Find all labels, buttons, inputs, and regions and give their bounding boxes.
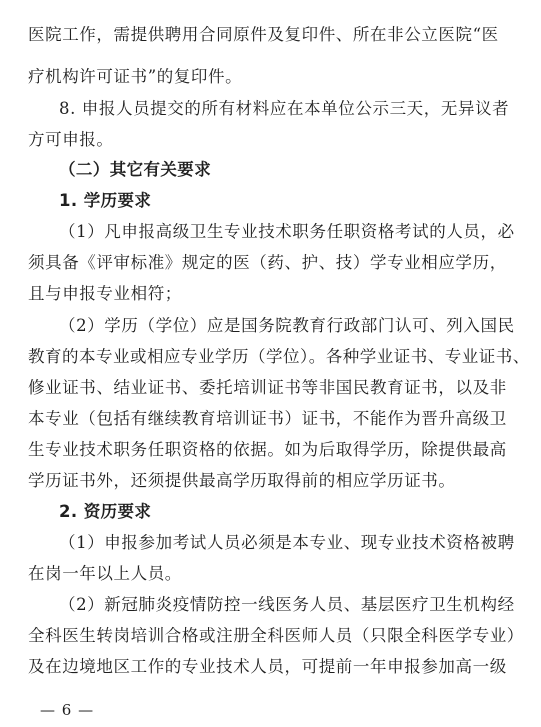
body-line: （1）凡申报高级卫生专业技术职务任职资格考试的人员，必 — [59, 222, 515, 241]
body-line: 且与申报专业相符； — [28, 284, 182, 303]
body-line: （1）申报参加考试人员必须是本专业、现专业技术资格被聘 — [59, 533, 515, 552]
page-number: — 6 — — [40, 701, 95, 719]
body-line: 本专业（包括有继续教育培训证书）证书，不能作为晋升高级卫 — [28, 409, 507, 428]
subsection-heading: 2. 资历要求 — [59, 502, 152, 521]
body-line: 全科医生转岗培训合格或注册全科医师人员（只限全科医学专业） — [28, 626, 524, 645]
body-line: 疗机构许可证书”的复印件。 — [28, 67, 243, 86]
section-heading: （二）其它有关要求 — [59, 160, 212, 179]
body-line: 教育的本专业或相应专业学历（学位）。各种学业证书、专业证书、 — [28, 347, 530, 366]
body-line: （2）学历（学位）应是国务院教育行政部门认可、列入国民 — [59, 316, 515, 335]
subsection-heading: 1. 学历要求 — [59, 191, 152, 210]
body-line: 在岗一年以上人员。 — [28, 564, 182, 583]
body-line: 须具备《评审标准》规定的医（药、护、技）学专业相应学历， — [28, 253, 507, 272]
body-line: 生专业技术职务任职资格的依据。如为后取得学历，除提供最高 — [28, 440, 507, 459]
body-line: 及在边境地区工作的专业技术人员，可提前一年申报参加高一级 — [28, 657, 507, 676]
body-line: （2）新冠肺炎疫情防控一线医务人员、基层医疗卫生机构经 — [59, 595, 515, 614]
body-line: 8. 申报人员提交的所有材料应在本单位公示三天，无异议者 — [59, 99, 510, 118]
body-line: 学历证书外，还须提供最高学历取得前的相应学历证书。 — [28, 471, 456, 490]
body-line: 修业证书、结业证书、委托培训证书等非国民教育证书，以及非 — [28, 378, 507, 397]
body-line: 医院工作，需提供聘用合同原件及复印件、所在非公立医院“医 — [28, 25, 499, 44]
body-line: 方可申报。 — [28, 130, 114, 149]
